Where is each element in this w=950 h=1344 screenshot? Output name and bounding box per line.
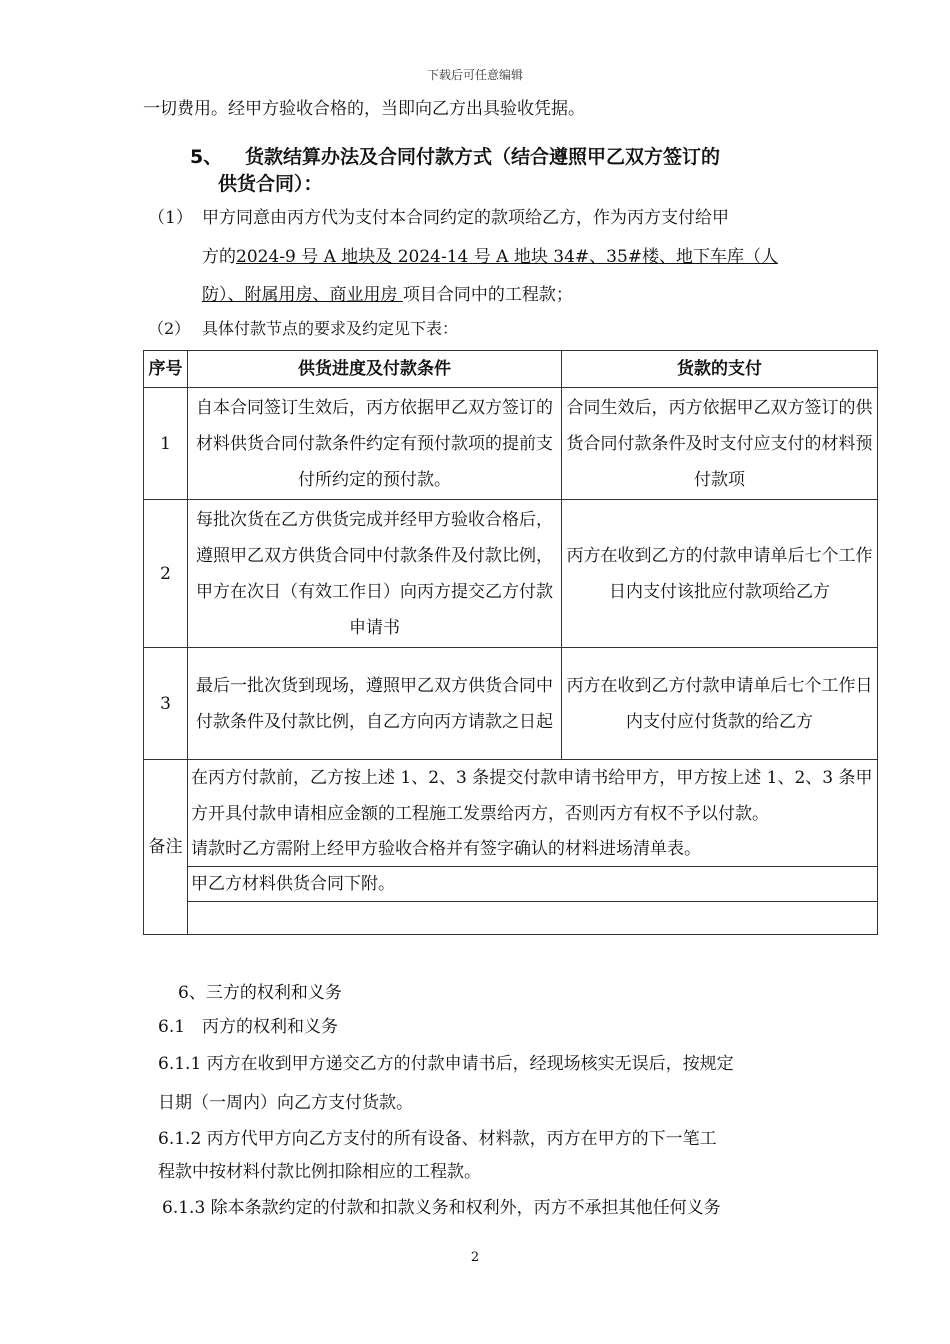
item1-line2 (202, 246, 778, 268)
header-payment: 货款的支付 (562, 351, 878, 388)
clause-613-line1: 6.1.3 除本条款约定的付款和扣款义务和权利外，丙方不承担其他任何义务 (162, 1198, 721, 1218)
item2-label: （2） (148, 319, 191, 338)
note-label: 备注 (144, 760, 188, 935)
section5-title-line1: 货款结算办法及合同付款方式（结合遵照甲乙双方签订的 (245, 146, 721, 168)
project-name-part1: 2024-9 号 A 地块及 2024-14 号 A 地块 34#、35#楼、地下车库（人 (236, 247, 778, 267)
payment-table (143, 350, 878, 935)
intro-line: 一切费用。经甲方验收合格的，当即向乙方出具验收凭据。 (143, 99, 585, 119)
section6-title: 6、三方的权利和义务 (178, 983, 342, 1003)
item1-label: （1） (148, 208, 193, 228)
note-text1: 在丙方付款前，乙方按上述 1、2、3 条提交付款申请书给甲方，甲方按上述 1、2、3 条甲方开具付款申请相应金额的工程施工发票给丙方，否则丙方有权不予以付款。 (191, 768, 873, 824)
row-condition: 每批次货在乙方供货完成并经甲方验收合格后，遵照甲乙双方供货合同中付款条件及付款比例，甲方在次日（有效工作日）向丙方提交乙方付款申请书 (188, 500, 562, 648)
item1-line3-suffix: 项目合同中的工程款； (402, 285, 573, 305)
row-payment: 合同生效后，丙方依据甲乙双方签订的供货合同付款条件及时支付应支付的材料预付款项 (562, 388, 878, 500)
note-row (144, 760, 878, 935)
clause-611-line1: 6.1.1 丙方在收到甲方递交乙方的付款申请书后，经现场核实无误后，按规定 (158, 1054, 734, 1074)
row-number: 2 (144, 500, 188, 648)
section5-number: 5、 (190, 146, 223, 168)
item1-line2-prefix: 方的 (202, 247, 236, 267)
row-payment: 丙方在收到乙方的付款申请单后七个工作日内支付该批应付款项给乙方 (562, 500, 878, 648)
row-condition: 最后一批次货到现场，遵照甲乙双方供货合同中付款条件及付款比例，自乙方向丙方请款之日起 (188, 648, 562, 760)
table-row (144, 500, 878, 648)
table-header-row (144, 351, 878, 388)
item1-line3 (202, 284, 573, 306)
note-text3: 甲乙方材料供货合同下附。 (188, 866, 877, 901)
row-number: 3 (144, 648, 188, 760)
table-row (144, 388, 878, 500)
page-number: 2 (470, 1250, 480, 1265)
header-condition: 供货进度及付款条件 (188, 351, 562, 388)
item1-line1: 甲方同意由丙方代为支付本合同约定的款项给乙方，作为丙方支付给甲 (202, 208, 729, 228)
header-seq: 序号 (144, 351, 188, 388)
clause-612-line1: 6.1.2 丙方代甲方向乙方支付的所有设备、材料款，丙方在甲方的下一笔工 (158, 1129, 717, 1149)
page-header: 下载后可任意编辑 (426, 68, 523, 82)
row-condition: 自本合同签订生效后，丙方依据甲乙双方签订的材料供货合同付款条件约定有预付款项的提前支付所约定的预付款。 (188, 388, 562, 500)
table-row (144, 648, 878, 760)
project-name-part2: 防）、附属用房、商业用房 (202, 285, 403, 305)
note-empty-row (188, 901, 877, 934)
item2-text: 具体付款节点的要求及约定见下表： (202, 319, 459, 338)
row-number: 1 (144, 388, 188, 500)
section5-title-line2: 供货合同）： (218, 173, 323, 195)
section6-1-title: 6.1 丙方的权利和义务 (158, 1017, 339, 1037)
clause-612-line2: 程款中按材料付款比例扣除相应的工程款。 (158, 1162, 481, 1182)
note-text2: 请款时乙方需附上经甲方验收合格并有签字确认的材料进场清单表。 (191, 839, 701, 859)
row-payment: 丙方在收到乙方付款申请单后七个工作日内支付应付货款的给乙方 (562, 648, 878, 760)
note-content (188, 760, 878, 935)
clause-611-line2: 日期（一周内）向乙方支付货款。 (158, 1093, 413, 1113)
